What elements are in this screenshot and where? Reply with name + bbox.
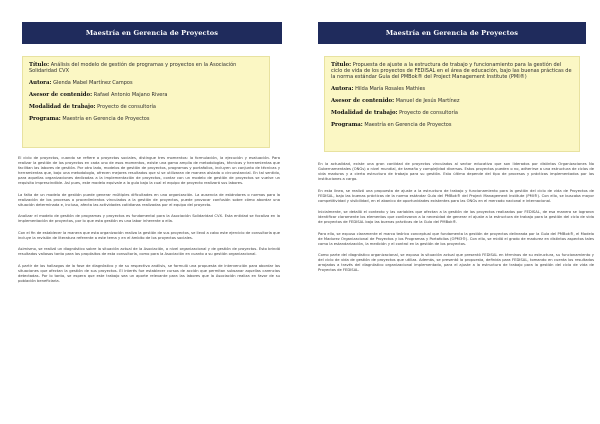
left-paragraph: Analizar el modelo de gestión de programas y proyectos es fundamental para la Asociación Solidaridad CVX. Esta entidad se focaliza en la implementación de proyectos, por lo que esta gestión es una labor inherente a ella.: [18, 214, 280, 223]
left-advisor-field: [29, 92, 263, 98]
left-body-text: [18, 156, 280, 290]
right-paragraph: Inicialmente, se detalló el contexto y las variables que afectan a la gestión de los proyectos realizados por FEDISAL, de esa manera se lograron identificar claramente los elementos que conllevaron a la necesidad de generar el ajuste a la estructura de trabajo para la gestión del ciclo de vida de proyectos de FEDISAL bajo las buenas prácticas de la Guía del PMBok®.: [318, 210, 594, 224]
left-paragraph: La falta de un modelo de gestión puede generar múltiples dificultades en una organización. La ausencia de estándares o normas para la realización de los procesos o procedimientos vinculados a la gestión de proyectos, puede provocar confusión sobre cómo abordar una situación determinada e, incluso, afecta las actividades cotidianas realizadas por el equipo del proyecto.: [18, 192, 280, 207]
left-modality-field: [29, 104, 263, 110]
right-advisor-value: Manuel de Jesús Martínez: [395, 98, 460, 104]
right-title-label: Título:: [331, 62, 352, 68]
left-paragraph: Asimismo, se realizó un diagnóstico sobre la situación actual de la Asociación, a nivel organizacional y de gestión de proyectos. Esto brindó resultados valiosos tanto para los propósitos de esta consultoría, como para la Asociación en cuanto a su gestión organizacional.: [18, 247, 280, 256]
left-title-field: [29, 62, 263, 74]
left-author-value: Glenda Mabel Martínez Campos: [53, 80, 133, 86]
right-program-field: [331, 122, 573, 128]
right-title-field: [331, 62, 573, 80]
left-program-field: [29, 116, 263, 122]
left-page-banner: Maestría en Gerencia de Proyectos: [22, 22, 282, 44]
right-modality-value: Proyecto de consultoría: [399, 110, 458, 116]
right-modality-label: Modalidad de trabajo:: [331, 110, 398, 116]
left-program-value: Maestría en Gerencia de Proyectos: [62, 116, 150, 122]
left-program-label: Programa:: [29, 116, 61, 122]
left-modality-value: Proyecto de consultoría: [97, 104, 156, 110]
right-program-label: Programa:: [331, 122, 363, 128]
right-modality-field: [331, 110, 573, 116]
right-paragraph: Para ello, se expuso claramente el marco teórico conceptual que fundamenta la gestión de proyectos delineada por la Guía del PMBok®, el Modelo de Madurez Organizacional de Proyectos y los Programas y Portafolios (OPM3®). Con ello, se midió el grado de madurez en distintos aspectos tales como la estandarización, la medición y el control en la gestión de los proyectos.: [318, 231, 594, 246]
right-page: [318, 0, 600, 424]
right-page-banner: Maestría en Gerencia de Proyectos: [318, 22, 586, 44]
left-title-value: Análisis del modelo de gestión de programas y proyectos en la Asociación Solidaridad CVX: [29, 62, 237, 74]
right-paragraph: En la actualidad, existe una gran cantidad de proyectos vinculados al sector educativo que son liderados por distintas Organizaciones No Gubernamentales (ONGs) a nivel mundial, de tamaño y complejidad diversos. Estos proyectos pueden o no, adherirse a una estructura de ciclos de vida maduros y a cierta estructura de trabajo para su gestión. Esto último depende del tipo de procesos y prácticas implementados por las instituciones a cargo.: [318, 162, 594, 181]
left-info-box: [22, 56, 270, 148]
left-paragraph: El ciclo de proyectos, cuando se refiere a proyectos sociales, distingue tres momentos: la formulación, la ejecución y evaluación. Para realizar la gestión de los proyectos en cada uno de esos momentos, existe una gama amplia de metodologías, técnicas y herramientas que facilitan las labores de gestión. Por otro lado, modelos de gestión de proyectos, programas y portafolios, incluyen un conjunto de técnicas y herramientas que, bajo una metodología, ofrecen mejores resultados que si se utilizaran de manera aislada o circunstancial. En tal sentido, para aquellas organizaciones dedicadas a la implementación de proyectos, contar con un modelo de gestión de proyectos se vuelve un requisito imprescindible. Así pues, este modelo equivale a la guía bajo la cual el equipo de proyecto realizará sus labores.: [18, 156, 280, 185]
right-title-value: Propuesta de ajuste a la estructura de trabajo y funcionamiento para la gestión del ciclo de vida de los proyectos de FEDISAL en el área de educación, bajo las buenas prácticas de la norma estándar Guía del PMBok® del Project Management Institute (PMI®): [331, 62, 572, 80]
left-advisor-value: Rafael Antonio Majano Rivera: [93, 92, 168, 98]
left-paragraph: Con el fin de establecer la manera que esta organización realiza la gestión de sus proyectos, se llevó a cabo este ejercicio de consultoría que incluye la revisión de literatura referente a este tema y en el ámbito de los proyectos sociales.: [18, 230, 280, 240]
left-modality-label: Modalidad de trabajo:: [29, 104, 96, 110]
right-paragraph: Como parte del diagnóstico organizacional, se expuso la situación actual que presentó FEDISAL en términos de su estructura, su funcionamiento y del ciclo de vida de gestión de proyectos que utiliza. Además, se presentó la propuesta, definida para FEDISAL, tomando en cuenta los resultados arrojados a través del diagnóstico organizacional implementado, para el ajuste a la estructura de trabajo para la gestión del ciclo de vida de Proyectos de FEDISAL.: [318, 253, 594, 272]
left-title-label: Título:: [29, 62, 50, 68]
right-advisor-field: [331, 98, 573, 104]
left-author-field: [29, 80, 263, 86]
left-advisor-label: Asesor de contenido:: [29, 92, 93, 98]
right-author-label: Autora:: [331, 86, 354, 92]
left-paragraph: A partir de los hallazgos de la fase de diagnóstico y de su respectivo análisis, se formuló una propuesta de intervención para abordar las situaciones que afectan la gestión de sus proyectos. El interés fue establecer cursos de acción que permitan subsanar aquellas carencias detectadas. Por lo tanto, se espera que este trabajo sea un aporte relevante para las labores que la Asociación realiza en favor de su población beneficiaria.: [18, 263, 280, 283]
right-paragraph: En esta línea, se realizó una propuesta de ajuste a la estructura de trabajo y funcionamiento para la gestión del ciclo de vida de Proyectos de FEDISAL, bajo las buenas prácticas de la norma estándar Guía del PMBok® del Project Management Institute (PMI®). Con ello, se buscaba mayor competitividad y visibilidad, en el abanico de oportunidades existentes para las ONGs en el mercado nacional e internacional.: [318, 188, 594, 203]
left-page: [0, 0, 282, 424]
left-author-label: Autora:: [29, 80, 52, 86]
right-advisor-label: Asesor de contenido:: [331, 98, 395, 104]
right-info-box: [324, 56, 580, 152]
right-author-value: Hilda María Rosales Mathies: [355, 86, 426, 92]
right-author-field: [331, 86, 573, 92]
right-program-value: Maestría en Gerencia de Proyectos: [364, 122, 452, 128]
right-body-text: [318, 162, 594, 280]
